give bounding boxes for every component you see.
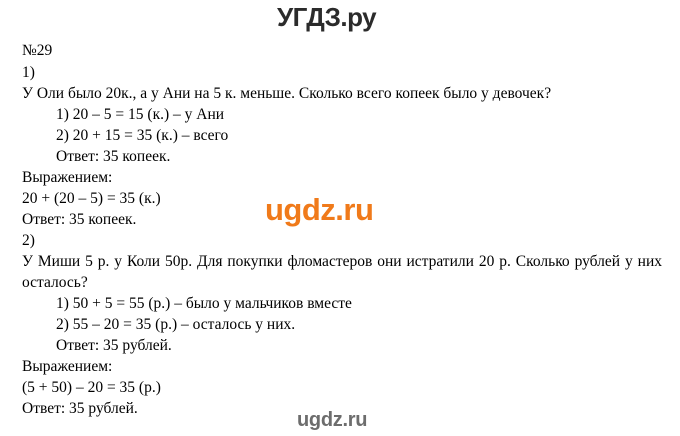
expression-1: 20 + (20 – 5) = 35 (к.) xyxy=(22,190,161,207)
expression-2: (5 + 50) – 20 = 35 (р.) xyxy=(22,379,161,396)
part-label-2: 2) xyxy=(22,232,35,249)
expression-label-1: Выражением: xyxy=(22,169,113,186)
part-step-1-1: 1) 20 – 5 = 15 (к.) – у Ани xyxy=(56,106,225,123)
part-problem-2: У Миши 5 р. у Коли 50р. Для покупки фломастеров они истратили 20 р. Сколько рублей у них осталось? xyxy=(22,253,666,291)
watermark-bottom: ugdz.ru xyxy=(297,409,368,431)
site-logo: УГДЗ.ру xyxy=(277,2,377,32)
part-step-2-2: 2) 55 – 20 = 35 (р.) – осталось у них. xyxy=(56,316,296,333)
part-step-2-1: 1) 50 + 5 = 55 (р.) – было у мальчиков вместе xyxy=(56,295,352,312)
part-step-1-2: 2) 20 + 15 = 35 (к.) – всего xyxy=(56,127,229,144)
expression-label-2: Выражением: xyxy=(22,358,113,375)
task-number: №29 xyxy=(22,42,53,59)
solution-text xyxy=(22,40,666,419)
part-answer-1: Ответ: 35 копеек. xyxy=(56,148,171,165)
expression-answer-2: Ответ: 35 рублей. xyxy=(22,400,138,417)
part-label-1: 1) xyxy=(22,64,35,81)
watermark-center: ugdz.ru xyxy=(265,192,374,227)
expression-answer-1: Ответ: 35 копеек. xyxy=(22,211,137,228)
part-problem-1: У Оли было 20к., а у Ани на 5 к. меньше. Сколько всего копеек было у девочек? xyxy=(22,85,552,102)
part-answer-2: Ответ: 35 рублей. xyxy=(56,337,172,354)
